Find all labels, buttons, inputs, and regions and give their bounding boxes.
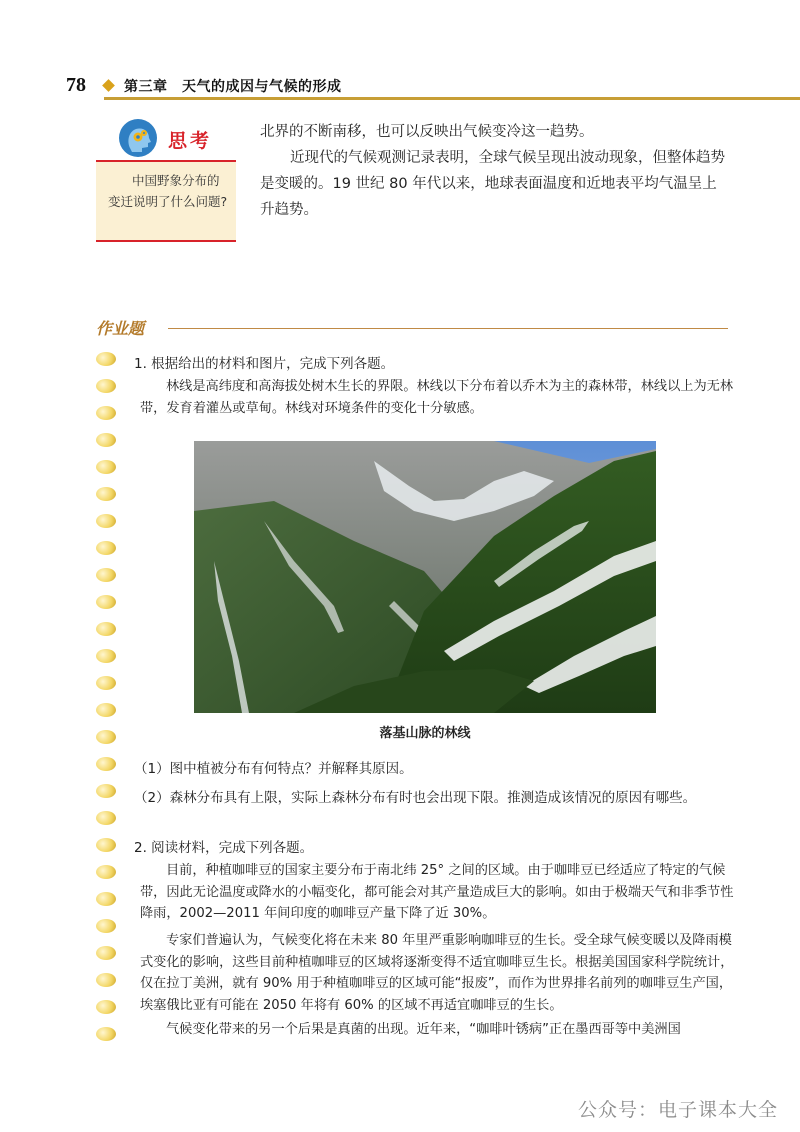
ring-icon: [96, 460, 116, 474]
ring-icon: [96, 514, 116, 528]
think-title: 思考: [168, 130, 213, 152]
ring-icon: [96, 1027, 116, 1041]
page-number: 78: [66, 74, 86, 96]
ring-icon: [96, 622, 116, 636]
header-rule: [104, 97, 800, 100]
ring-icon: [96, 487, 116, 501]
ring-icon: [96, 595, 116, 609]
think-question: 中国野象分布的变迁说明了什么问题?: [108, 173, 228, 209]
ring-icon: [96, 730, 116, 744]
chapter-title: 第三章 天气的成因与气候的形成: [124, 79, 342, 95]
ring-icon: [96, 919, 116, 933]
ring-icon: [96, 865, 116, 879]
ring-icon: [96, 1000, 116, 1014]
question-2-paragraph-2: 专家们普遍认为，气候变化将在未来 80 年里严重影响咖啡豆的生长。受全球气候变暖以及降雨模式变化的影响，这些目前种植咖啡豆的区域将逐渐变得不适宜咖啡豆生长。根据美国国家科学院统计，仅在拉丁美洲，就有 90% 用于种植咖啡豆的区域可能“报废”，而作为世界排名前列的咖啡豆生产国，埃塞俄比亚有可能在 2050 年将有 60% 的区域不再适宜咖啡豆的生长。: [140, 933, 734, 1013]
question-1-sub-1: （1）图中植被分布有何特点？并解释其原因。: [134, 761, 413, 777]
ring-icon: [96, 568, 116, 582]
diamond-icon: [102, 79, 115, 92]
ring-icon: [96, 406, 116, 420]
question-1-material: 林线是高纬度和高海拔处树木生长的界限。林线以下分布着以乔木为主的森林带，林线以上为无林带，发育着灌丛或草甸。林线对环境条件的变化十分敏感。: [140, 379, 734, 416]
ring-icon: [96, 838, 116, 852]
question-2-paragraph-3: 气候变化带来的另一个后果是真菌的出现。近年来，“咖啡叶锈病”正在墨西哥等中美洲国: [166, 1022, 681, 1037]
ring-icon: [96, 784, 116, 798]
ring-icon: [96, 433, 116, 447]
photo-caption: 落基山脉的林线: [379, 726, 471, 741]
intro-paragraph-2: 近现代的气候观测记录表明，全球气候呈现出波动现象，但整体趋势是变暖的。19 世纪 80 年代以来，地球表面温度和近地表平均气温呈上升趋势。: [260, 150, 725, 218]
think-body: [96, 162, 236, 240]
ring-icon: [96, 946, 116, 960]
ring-icon: [96, 541, 116, 555]
question-1-heading: 1. 根据给出的材料和图片，完成下列各题。: [134, 356, 395, 372]
ring-icon: [96, 352, 116, 366]
intro-paragraph-1: 北界的不断南移，也可以反映出气候变冷这一趋势。: [260, 124, 594, 140]
homework-title: 作业题: [96, 319, 145, 338]
ring-icon: [96, 973, 116, 987]
ring-icon: [96, 757, 116, 771]
question-2-heading: 2. 阅读材料，完成下列各题。: [134, 840, 314, 856]
think-box: [96, 118, 236, 244]
watermark-text: 公众号：电子课本大全: [577, 1099, 778, 1121]
ring-icon: [96, 649, 116, 663]
treeline-photo: [194, 441, 656, 713]
question-1-sub-2: （2）森林分布具有上限，实际上森林分布有时也会出现下限。推测造成该情况的原因有哪些。: [134, 790, 697, 806]
think-rule-bottom: [96, 240, 236, 242]
page-header: [0, 72, 800, 102]
ring-icon: [96, 811, 116, 825]
ring-icon: [96, 676, 116, 690]
homework-rule: [168, 328, 728, 329]
ring-icon: [96, 892, 116, 906]
head-gears-icon: [118, 118, 158, 158]
ring-icon: [96, 703, 116, 717]
ring-icon: [96, 379, 116, 393]
question-2-paragraph-1: 目前，种植咖啡豆的国家主要分布于南北纬 25° 之间的区域。由于咖啡豆已经适应了特定的气候带，因此无论温度或降水的小幅变化，都可能会对其产量造成巨大的影响。如由于极端天气和非季节性降雨，2002—2011 年间印度的咖啡豆产量下降了近 30%。: [140, 863, 734, 921]
binding-rings: [96, 352, 122, 1042]
